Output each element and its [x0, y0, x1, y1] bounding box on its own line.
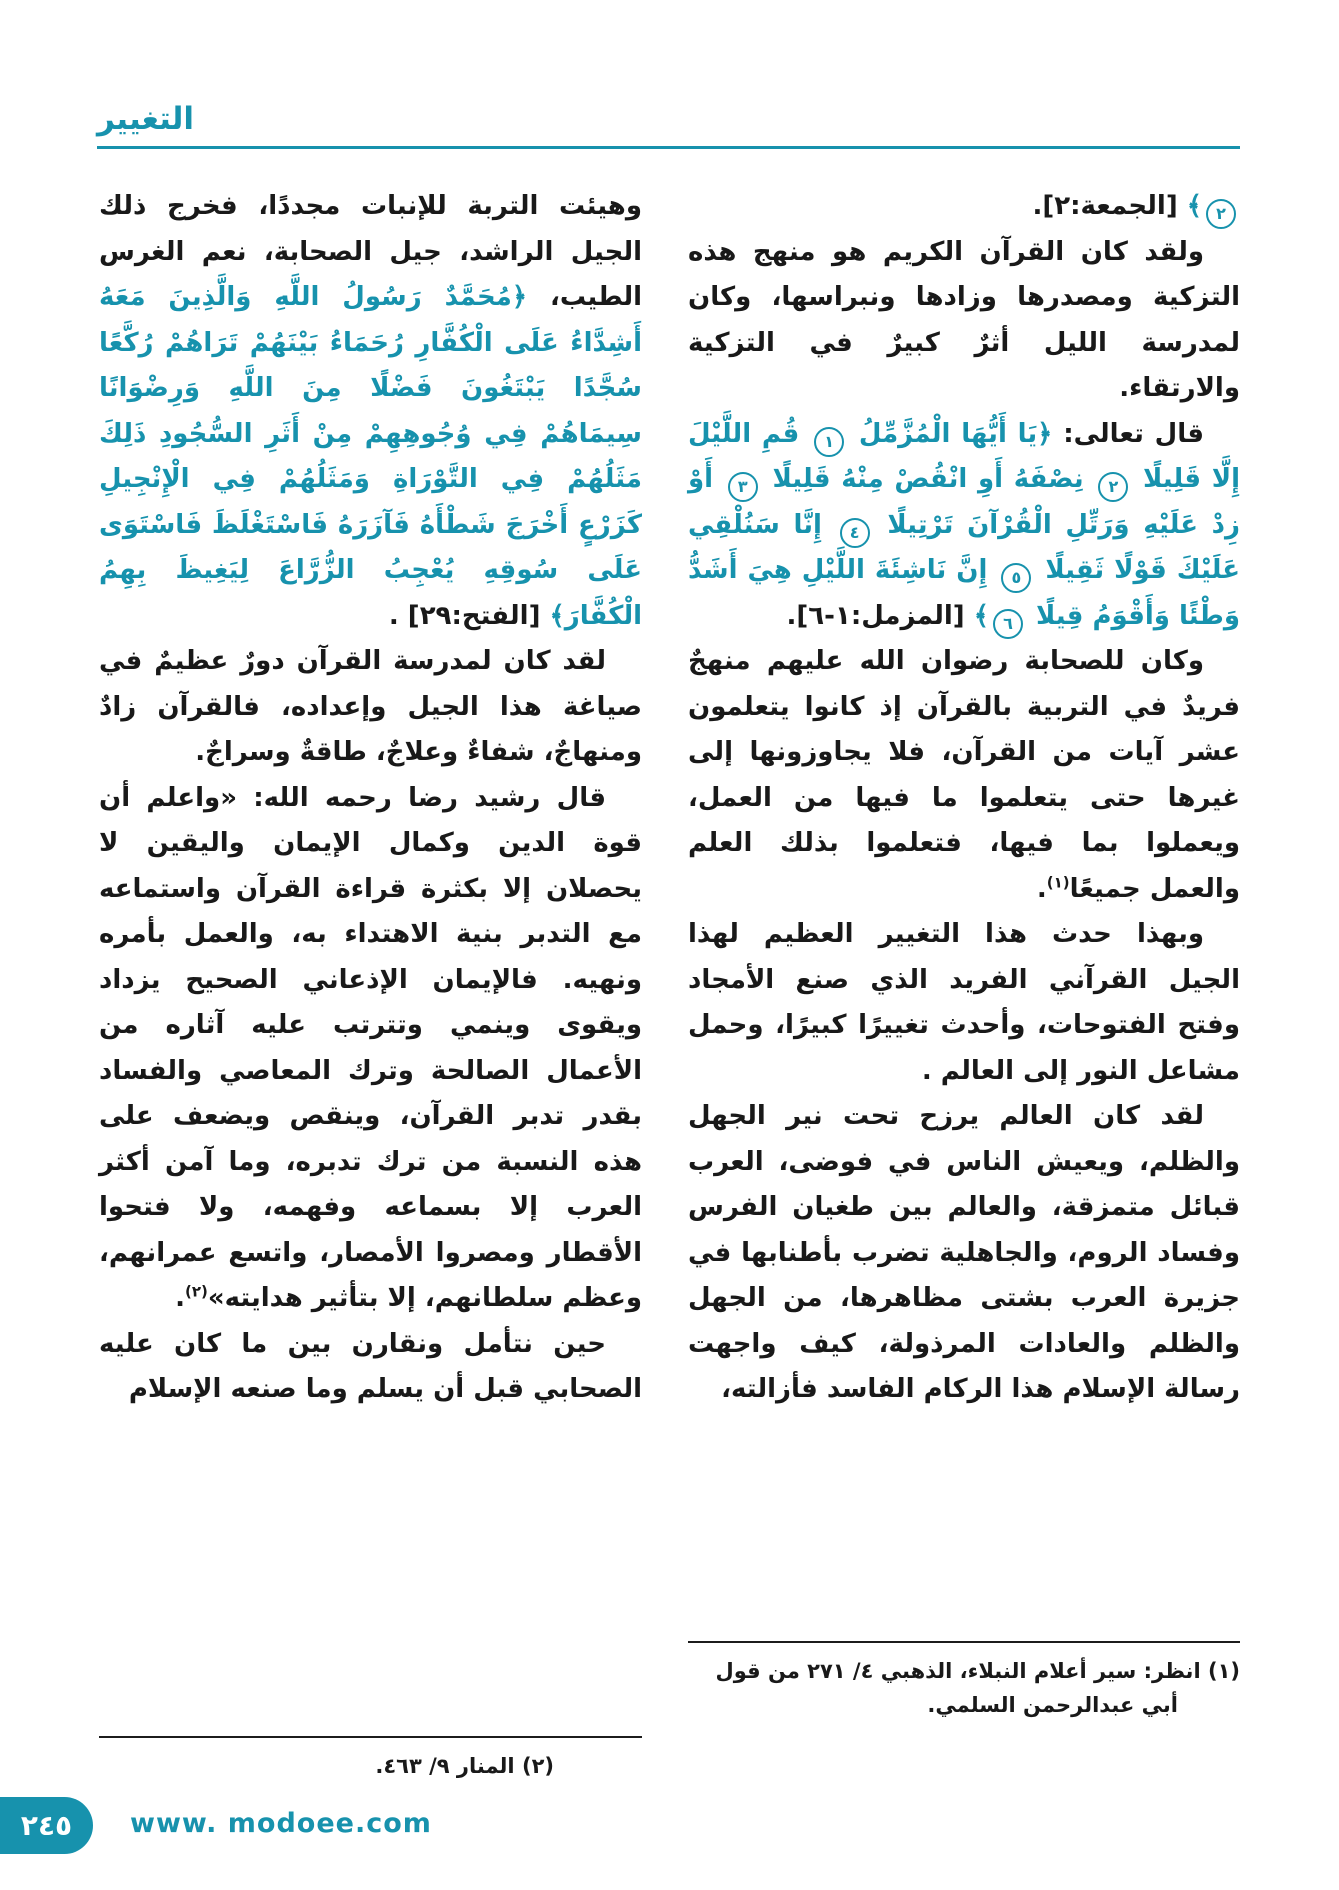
quran-verse-text: ﴿مُحَمَّدٌ رَسُولُ اللَّهِ وَالَّذِينَ مَعَهُ أَشِدَّاءُ عَلَى الْكُفَّارِ رُحَمَاءُ بَيْنَهُمْ تَرَاهُمْ رُكَّعًا سُجَّدًا يَبْتَغُونَ فَضْلًا مِنَ اللَّهِ وَرِضْوَانًا سِيمَاهُمْ فِي وُجُوهِهِمْ مِنْ أَثَرِ السُّجُودِ ذَلِكَ مَثَلُهُمْ فِي التَّوْرَاةِ وَمَثَلُهُمْ فِي الْإِنْجِيلِ كَزَرْعٍ أَخْرَجَ شَطْأَهُ فَآزَرَهُ فَاسْتَغْلَظَ فَاسْتَوَى عَلَى سُوقِهِ يُعْجِبُ الزُّرَّاعَ لِيَغِيظَ بِهِمُ الْكُفَّارَ﴾: [99, 282, 642, 631]
ayah-number-badge: ١: [814, 427, 844, 457]
footnote-separator: [688, 1641, 1240, 1643]
quran-verse-text: ﴿يَا أَيُّهَا الْمُزَّمِّلُ: [848, 418, 1053, 449]
footnotes-left: [99, 1736, 642, 1784]
body-text: .: [175, 1283, 185, 1313]
ayah-number-badge: ٥: [1001, 563, 1031, 593]
paragraph: [688, 230, 1240, 412]
quran-verse-text: إِنَّا سَنُلْقِي عَلَيْكَ قَوْلًا ثَقِيلًا: [688, 509, 1240, 585]
paragraph: [688, 184, 1240, 230]
quran-verse-text: ﴾: [973, 600, 989, 631]
body-text: حين نتأمل ونقارن بين ما كان عليه الصحابي قبل أن يسلم وما صنعه الإسلام: [99, 1328, 642, 1404]
footnote-text: المنار ٩/ ٤٦٣.: [375, 1754, 515, 1778]
paragraph: [688, 412, 1240, 640]
page-number: ٢٤٥: [20, 1809, 73, 1842]
footnote-marker: (١): [1200, 1659, 1240, 1683]
body-text: [الجمعة:٢].: [1032, 191, 1187, 221]
body-text: وكان للصحابة رضوان الله عليهم منهجٌ فريدٌ في التربية بالقرآن إذ كانوا يتعلمون عشر آيات من القرآن، فلا يجاوزونها إلى غيرها حتى يتعلموا ما فيها من العمل، ويعملوا بما فيها، فتعلموا بذلك العلم والعمل جميعًا: [688, 646, 1240, 904]
ayah-number-badge: ٤: [840, 518, 870, 548]
paragraph: [99, 776, 642, 1322]
footnote: [99, 1750, 642, 1784]
footnote-reference: (١): [1046, 872, 1070, 891]
running-head-title: التغيير: [97, 101, 195, 137]
quran-verse-text: نِصْفَهُ أَوِ انْقُصْ مِنْهُ قَلِيلًا: [761, 464, 1095, 494]
header-rule: [97, 146, 1240, 149]
paragraph: [99, 639, 642, 776]
footnote-separator: [99, 1736, 642, 1738]
body-text: وهيئت التربة للإنبات مجددًا، فخرج ذلك الجيل الراشد، جيل الصحابة، نعم الغرس الطيب،: [99, 191, 642, 312]
footnote-text: انظر: سير أعلام النبلاء، الذهبي ٤/ ٢٧١ من قول أبي عبدالرحمن السلمي.: [715, 1659, 1201, 1717]
footnote-reference: (٢): [184, 1282, 208, 1301]
footnote: [688, 1655, 1240, 1722]
ayah-number-badge: ٦: [993, 609, 1023, 639]
footnotes-right: [688, 1641, 1240, 1722]
paragraph: [99, 1322, 642, 1413]
column-right: [688, 184, 1240, 1413]
column-left: [99, 184, 642, 1413]
body-text: قال تعالى:: [1052, 418, 1204, 449]
paragraph: [688, 1094, 1240, 1413]
ayah-number-badge: ٢: [1206, 199, 1236, 229]
ayah-number-badge: ٣: [728, 472, 758, 502]
body-text: لقد كان لمدرسة القرآن دورٌ عظيمٌ في صياغة هذا الجيل وإعداده، فالقرآن زادٌ ومنهاجٌ، شفاءٌ وعلاجٌ، طاقةٌ وسراجٌ.: [99, 646, 642, 767]
quran-verse-text: أَوْ زِدْ عَلَيْهِ وَرَتِّلِ الْقُرْآنَ تَرْتِيلًا: [688, 464, 1240, 540]
ayah-number-badge: ٢: [1098, 472, 1128, 502]
quran-verse-text: ﴾: [1186, 191, 1202, 221]
paragraph: [688, 912, 1240, 1094]
footnote-marker: (٢): [514, 1754, 554, 1778]
quran-verse-text: إِنَّ نَاشِئَةَ اللَّيْلِ هِيَ أَشَدُّ وَطْئًا وَأَقْوَمُ قِيلًا: [688, 555, 1240, 631]
body-text: .: [1036, 873, 1047, 904]
website-text: www. modoee.com: [130, 1808, 432, 1839]
body-text: قال رشيد رضا رحمه الله: «واعلم أن قوة الدين وكمال الإيمان واليقين لا يحصلان إلا بكثرة قراءة القرآن واستماعه مع التدبر بنية الاهتداء به، والعمل بأمره ونهيه. فالإيمان الإذعاني الصحيح يزداد ويقوى وينمي وتترتب عليه آثاره من الأعمال الصالحة وترك المعاصي والفساد بقدر تدبر القرآن، وينقص ويضعف على هذه النسبة من ترك تدبره، وما آمن أكثر العرب إلا بسماعه وفهمه، ولا فتحوا الأقطار ومصروا الأمصار، واتسع عمرانهم، وعظم سلطانهم، إلا بتأثير هدايته»: [99, 782, 642, 1313]
body-text: [الفتح:٢٩] .: [388, 600, 550, 631]
paragraph: [99, 184, 642, 639]
body-text: لقد كان العالم يرزح تحت نير الجهل والظلم، ويعيش الناس في فوضى، العرب قبائل متمزقة، والعالم بين طغيان الفرس وفساد الروم، والجاهلية تضرب بأطنابها في جزيرة العرب بشتى مظاهرها، من الجهل والظلم والعادات المرذولة، كيف واجهت رسالة الإسلام هذا الركام الفاسد فأزالته،: [688, 1101, 1240, 1404]
page-number-badge: [0, 1797, 93, 1854]
paragraph: [688, 639, 1240, 912]
body-text: وبهذا حدث هذا التغيير العظيم لهذا الجيل القرآني الفريد الذي صنع الأمجاد وفتح الفتوحات، وأحدث تغييرًا كبيرًا، وحمل مشاعل النور إلى العالم .: [688, 919, 1240, 1086]
body-text: ولقد كان القرآن الكريم هو منهج هذه التزكية ومصدرها وزادها ونبراسها، وكان لمدرسة الليل أثرٌ كبيرٌ في التزكية والارتقاء.: [688, 236, 1240, 403]
body-text: [المزمل:١-٦].: [786, 600, 974, 631]
quran-verse-text: قُمِ اللَّيْلَ إِلَّا قَلِيلًا: [688, 418, 1241, 494]
